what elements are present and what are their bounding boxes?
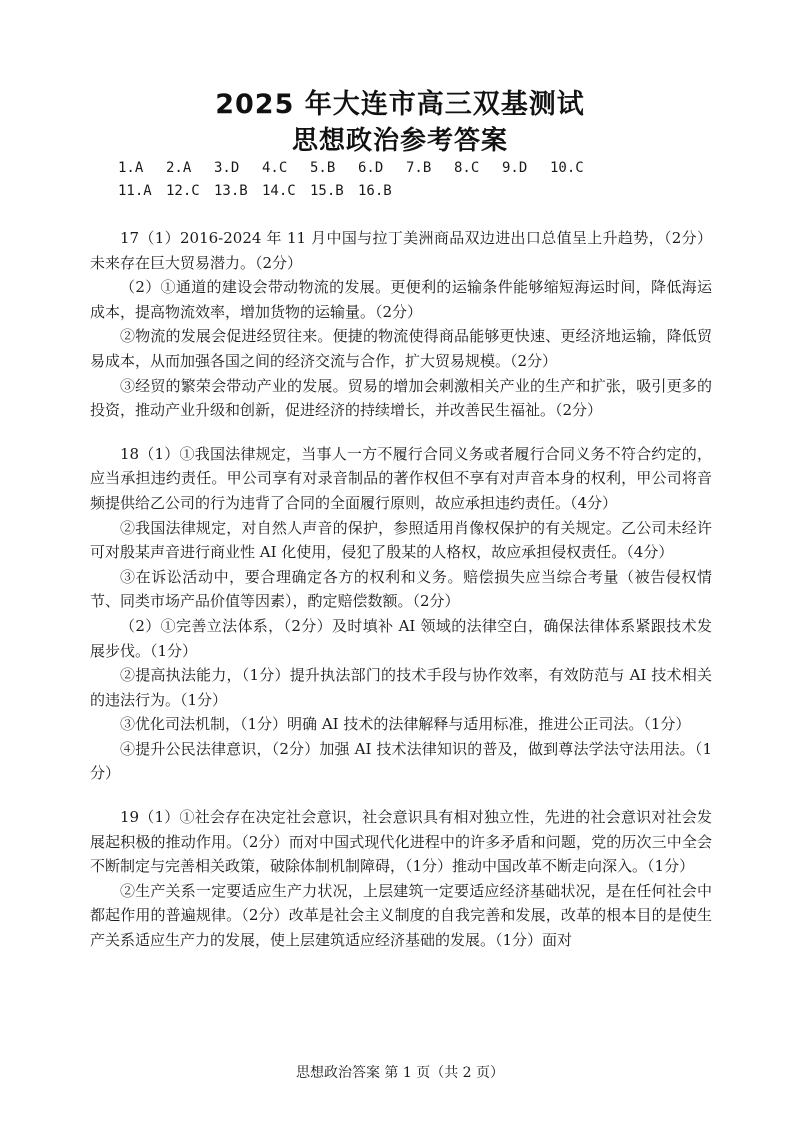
q18-part1-point2: ②我国法律规定，对自然人声音的保护，参照适用肖像权保护的有关规定。乙公司未经许可对殷某声音进行商业性 AI 化使用，侵犯了殷某的人格权，故应承担侵权责任。（4分）: [90, 518, 712, 562]
choice-answers-row-2: [118, 183, 406, 199]
choice-answer: 14.C: [262, 183, 296, 199]
choice-answer: 13.B: [214, 183, 248, 199]
choice-answer: 8.C: [454, 160, 480, 176]
q17-part2-point3: ③经贸的繁荣会带动产业的发展。贸易的增加会刺激相关产业的生产和扩张，吸引更多的投资，推动产业升级和创新，促进经济的持续增长，并改善民生福祉。（2分）: [90, 376, 712, 420]
exam-title: 2025 年大连市高三双基测试: [215, 89, 585, 120]
choice-answer: 7.B: [406, 160, 432, 176]
q19-part1-point1: 19（1）①社会存在决定社会意识，社会意识具有相对独立性，先进的社会意识对社会发展起积极的推动作用。（2分）而对中国式现代化进程中的许多矛盾和问题，党的历次三中全会不断制定与完善相关政策，破除体制机制障碍，（1分）推动中国改革不断走向深入。（1分）: [90, 808, 712, 876]
choice-answer: 10.C: [550, 160, 584, 176]
choice-answer: 12.C: [166, 183, 200, 199]
q18-part2-point2: ②提高执法能力，（1分）提升执法部门的技术手段与协作效率，有效防范与 AI 技术相关的违法行为。（1分）: [90, 666, 712, 709]
page-footer: 思想政治答案 第 1 页（共 2 页）: [295, 1065, 505, 1081]
q17-part1: 17（1）2016-2024 年 11 月中国与拉丁美洲商品双边进出口总值呈上升趋势，（2分）未来存在巨大贸易潜力。（2分）: [90, 229, 712, 272]
q17-part2-point1: （2）①通道的建设会带动物流的发展。更便利的运输条件能够缩短海运时间，降低海运成本，提高物流效率，增加货物的运输量。（2分）: [90, 278, 712, 321]
q19-part1-point2: ②生产关系一定要适应生产力状况，上层建筑一定要适应经济基础状况，是在任何社会中都起作用的普遍规律。（2分）改革是社会主义制度的自我完善和发展，改革的根本目的是使生产关系适应生产力的发展，使上层建筑适应经济基础的发展。（1分）面对: [90, 881, 712, 950]
choice-answer: 5.B: [310, 160, 336, 176]
answer-key-title: 思想政治参考答案: [291, 126, 508, 156]
answers-body: [90, 226, 712, 953]
choice-answer: 3.D: [214, 160, 240, 176]
choice-answer: 16.B: [358, 183, 392, 199]
choice-answer: 4.C: [262, 160, 288, 176]
choice-answer: 11.A: [118, 183, 152, 199]
choice-answer: 2.A: [166, 160, 192, 176]
q18-part2-point3: ③优化司法机制，（1分）明确 AI 技术的法律解释与适用标准，推进公正司法。（1分）: [120, 715, 691, 734]
choice-answer: 6.D: [358, 160, 384, 176]
q18-part1-point3: ③在诉讼活动中，要合理确定各方的权利和义务。赔偿损失应当综合考量（被告侵权情节、同类市场产品价值等因素），酌定赔偿数额。（2分）: [90, 567, 712, 611]
choice-answer: 1.A: [118, 160, 144, 176]
q18-part2-point4: ④提升公民法律意识，（2分）加强 AI 技术法律知识的普及，做到尊法学法守法用法。（1分）: [90, 739, 712, 783]
choice-answer: 15.B: [310, 183, 344, 199]
choice-answer: 9.D: [502, 160, 528, 176]
q17-part2-point2: ②物流的发展会促进经贸往来。便捷的物流使得商品能够更快速、更经济地运输，降低贸易成本，从而加强各国之间的经济交流与合作，扩大贸易规模。（2分）: [90, 327, 712, 370]
choice-answers-row-1: [118, 160, 598, 176]
q18-part1-point1: 18（1）①我国法律规定，当事人一方不履行合同义务或者履行合同义务不符合约定的，应当承担违约责任。甲公司享有对录音制品的著作权但不享有对声音本身的权利，甲公司将音频提供给乙公司的行为违背了合同的全面履行原则，故应承担违约责任。（4分）: [90, 444, 712, 512]
q18-part2-point1: （2）①完善立法体系，（2分）及时填补 AI 领域的法律空白，确保法律体系紧跟技术发展步伐。（1分）: [90, 616, 712, 660]
